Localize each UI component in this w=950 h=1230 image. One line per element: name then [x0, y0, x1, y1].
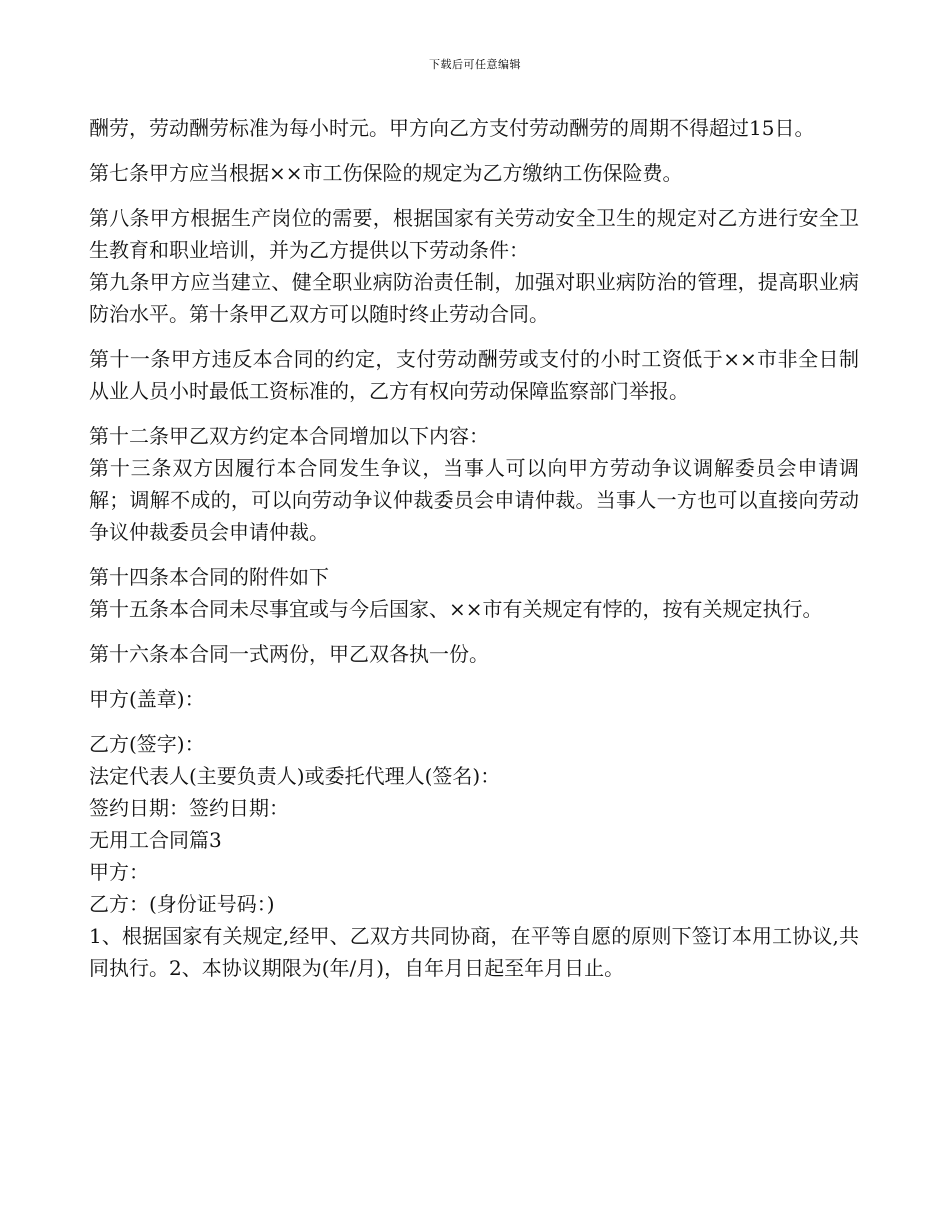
paragraph-article-11: 第十一条甲方违反本合同的约定，支付劳动酬劳或支付的小时工资低于××市非全日制从业人员小时最低工资标准的，乙方有权向劳动保障监察部门举报。	[89, 347, 859, 403]
document-body	[89, 112, 859, 984]
page-header: 下载后可任意编辑	[429, 58, 521, 71]
paragraph-article-7: 第七条甲方应当根据××市工伤保险的规定为乙方缴纳工伤保险费。	[89, 161, 683, 185]
party-b-signature-line: 乙方(签字)：	[89, 732, 205, 756]
paragraph-article-9-10: 第九条甲方应当建立、健全职业病防治责任制，加强对职业病防治的管理，提高职业病防治水平。第十条甲乙双方可以随时终止劳动合同。	[89, 270, 859, 326]
paragraph-article-12: 第十二条甲乙双方约定本合同增加以下内容：	[89, 424, 489, 448]
paragraph-remuneration: 酬劳，劳动酬劳标准为每小时元。甲方向乙方支付劳动酬劳的周期不得超过15日。	[89, 116, 815, 140]
paragraph-article-15: 第十五条本合同未尽事宜或与今后国家、××市有关规定有悖的，按有关规定执行。	[89, 597, 823, 621]
paragraph-article-14: 第十四条本合同的附件如下	[89, 565, 329, 589]
party-a-seal-line: 甲方(盖章)：	[89, 687, 205, 711]
party-a-line: 甲方：	[89, 860, 149, 884]
party-b-id-line: 乙方：(身份证号码：)	[89, 892, 275, 916]
signing-date-line: 签约日期：签约日期：	[89, 796, 289, 820]
paragraph-clauses-1-2: 1、根据国家有关规定,经甲、乙双方共同协商，在平等自愿的原则下签订本用工协议,共同执行。2、本协议期限为(年/月)，自年月日起至年月日止。	[89, 924, 859, 980]
paragraph-article-16: 第十六条本合同一式两份，甲乙双各执一份。	[89, 642, 489, 666]
paragraph-article-8: 第八条甲方根据生产岗位的需要，根据国家有关劳动安全卫生的规定对乙方进行安全卫生教育和职业培训，并为乙方提供以下劳动条件：	[89, 206, 859, 262]
legal-representative-line: 法定代表人(主要负责人)或委托代理人(签名)：	[89, 764, 501, 788]
section-title-contract-3: 无用工合同篇3	[89, 828, 222, 852]
paragraph-article-13: 第十三条双方因履行本合同发生争议，当事人可以向甲方劳动争议调解委员会申请调解；调解不成的，可以向劳动争议仲裁委员会申请仲裁。当事人一方也可以直接向劳动争议仲裁委员会申请仲裁。	[89, 456, 859, 544]
